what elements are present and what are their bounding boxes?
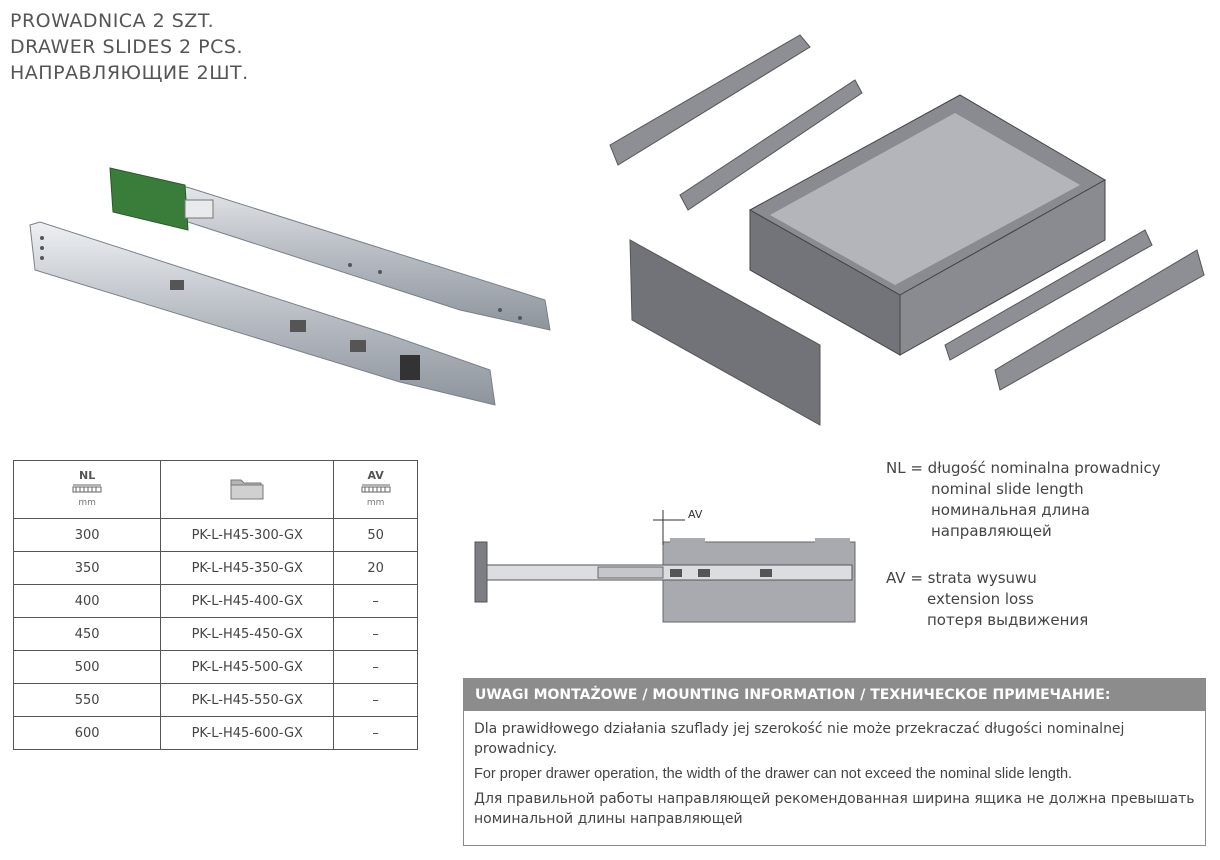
ruler-icon: AV mm — [361, 470, 391, 509]
folder-icon — [229, 475, 265, 501]
table-row — [14, 618, 418, 651]
cell-nl: 350 — [14, 552, 161, 585]
cell-code: PK-L-H45-350-GX — [161, 552, 334, 585]
cell-code: PK-L-H45-450-GX — [161, 618, 334, 651]
cell-nl: 600 — [14, 717, 161, 750]
spec-table — [13, 460, 418, 750]
definitions — [886, 458, 1161, 631]
mount-hole — [698, 569, 710, 577]
ball-bearing-block — [400, 355, 420, 380]
table-row — [14, 684, 418, 717]
cell-nl: 450 — [14, 618, 161, 651]
cell-av: – — [334, 651, 418, 684]
mounting-info-box — [463, 678, 1206, 846]
mounting-info-pl: Dla prawidłowego działania szuflady jej szerokość nie może przekraczać długości nominalnej prowadnicy. — [474, 721, 1125, 757]
cell-code: PK-L-H45-400-GX — [161, 585, 334, 618]
cell-code: PK-L-H45-500-GX — [161, 651, 334, 684]
av-definition-pl: AV = strata wysuwu — [886, 569, 1037, 587]
mounting-info-ru: Для правильной работы направляющей рекомендованная ширина ящика не должна превышать номинальной длины направляющей — [474, 791, 1195, 827]
cell-code: PK-L-H45-300-GX — [161, 519, 334, 552]
title-en: DRAWER SLIDES 2 PCS. — [10, 36, 243, 58]
av-definition-ru: потеря выдвижения — [927, 611, 1089, 629]
cell-nl: 300 — [14, 519, 161, 552]
table-row — [14, 519, 418, 552]
ruler-icon: NL mm — [72, 470, 102, 509]
table-header-row — [14, 461, 418, 519]
page-title — [10, 8, 249, 86]
slide-inner-member — [598, 567, 663, 578]
mounting-info-en: For proper drawer operation, the width of the drawer can not exceed the nominal slide length. — [474, 766, 1073, 782]
nl-definition-ru2: направляющей — [931, 522, 1052, 540]
table-row — [14, 552, 418, 585]
header-nl — [14, 461, 161, 519]
cell-av: 50 — [334, 519, 418, 552]
cell-code: PK-L-H45-550-GX — [161, 684, 334, 717]
table-row — [14, 717, 418, 750]
header-code — [161, 461, 334, 519]
clip-detail — [185, 200, 213, 218]
cell-av: – — [334, 585, 418, 618]
cell-nl: 500 — [14, 651, 161, 684]
cell-code: PK-L-H45-600-GX — [161, 717, 334, 750]
mount-hole — [670, 569, 682, 577]
title-ru: НАПРАВЛЯЮЩИЕ 2ШТ. — [10, 62, 249, 84]
nl-definition-en: nominal slide length — [931, 480, 1084, 498]
slide-front — [30, 222, 495, 405]
drawer-lip-left — [670, 538, 705, 546]
cell-av: – — [334, 618, 418, 651]
table-row — [14, 585, 418, 618]
av-dimension-label: AV — [688, 508, 703, 521]
mounting-info-heading: UWAGI MONTAŻOWE / MOUNTING INFORMATION / ТЕХНИЧЕСКОЕ ПРИМЕЧАНИЕ: — [464, 679, 1205, 711]
drawer-exploded-view — [600, 25, 1210, 445]
av-definition-en: extension loss — [927, 590, 1034, 608]
cell-av: – — [334, 717, 418, 750]
title-pl: PROWADNICA 2 SZT. — [10, 10, 215, 32]
av-diagram — [470, 505, 870, 625]
slide-rail — [487, 565, 852, 580]
header-av — [334, 461, 418, 519]
nl-definition-pl: NL = długość nominalna prowadnicy — [886, 459, 1161, 477]
cell-av: – — [334, 684, 418, 717]
drawer-lip-right — [815, 538, 850, 546]
slides-photo — [20, 160, 560, 430]
table-row — [14, 651, 418, 684]
drawer-body — [663, 542, 855, 622]
cell-av: 20 — [334, 552, 418, 585]
cabinet-wall — [475, 542, 487, 602]
cell-nl: 550 — [14, 684, 161, 717]
nl-definition-ru1: номинальная длина — [931, 501, 1090, 519]
cell-nl: 400 — [14, 585, 161, 618]
green-release-tab — [110, 168, 188, 230]
mount-hole — [760, 569, 772, 577]
